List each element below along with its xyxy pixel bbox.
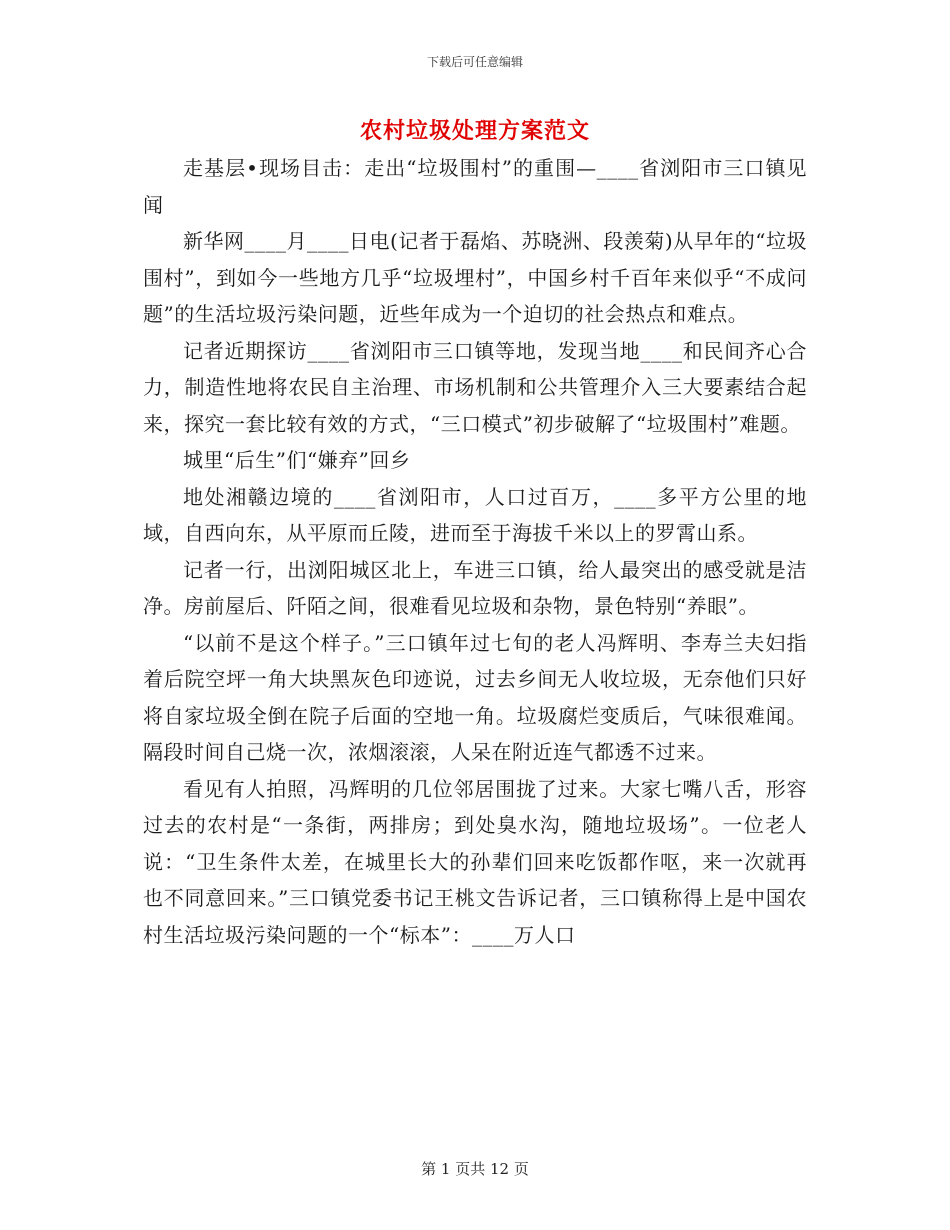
page-number: 第 1 页共 12 页 xyxy=(421,1160,529,1178)
document-title: 农村垃圾处理方案范文 xyxy=(359,118,590,144)
section-heading: 城里“后生”们“嫌弃”回乡 xyxy=(183,448,411,472)
paragraph: 看见有人拍照，冯辉明的几位邻居围拢了过来。大家七嘴八舌，形容过去的农村是“一条街，两排房；到处臭水沟，随地垃圾场”。一位老人说：“卫生条件太差，在城里长大的孙辈们回来吃饭都作呕，来一次就再也不同意回来。”三口镇党委书记王桃文告诉记者，三口镇称得上是中国农村生活垃圾污染问题的一个“标本”：____万人口 xyxy=(143,776,807,947)
page-header: 下载后可任意编辑 xyxy=(426,55,523,69)
paragraph: 记者一行，出浏阳城区北上，车进三口镇，给人最突出的感受就是洁净。房前屋后、阡陌之间，很难看见垃圾和杂物，景色特别“养眼”。 xyxy=(143,557,807,618)
document-body xyxy=(143,150,807,953)
paragraph: “以前不是这个样子。”三口镇年过七旬的老人冯辉明、李寿兰夫妇指着后院空坪一角大块黑灰色印迹说，过去乡间无人收垃圾，无奈他们只好将自家垃圾全倒在院子后面的空地一角。垃圾腐烂变质后，气味很难闻。隔段时间自己烧一次，浓烟滚滚，人呆在附近连气都透不过来。 xyxy=(143,630,807,764)
paragraph: 新华网____月____日电(记者于磊焰、苏晓洲、段羡菊)从早年的“垃圾围村”，到如今一些地方几乎“垃圾埋村”，中国乡村千百年来似乎“不成问题”的生活垃圾污染问题，近些年成为一个迫切的社会热点和难点。 xyxy=(143,229,807,326)
paragraph: 走基层•现场目击：走出“垃圾围村”的重围—____省浏阳市三口镇见闻 xyxy=(143,156,807,217)
paragraph: 地处湘赣边境的____省浏阳市，人口过百万，____多平方公里的地域，自西向东，从平原而丘陵，进而至于海拔千米以上的罗霄山系。 xyxy=(143,484,807,545)
paragraph: 记者近期探访____省浏阳市三口镇等地，发现当地____和民间齐心合力，制造性地将农民自主治理、市场机制和公共管理介入三大要素结合起来，探究一套比较有效的方式，“三口模式”初步破解了“垃圾围村”难题。 xyxy=(143,338,807,436)
